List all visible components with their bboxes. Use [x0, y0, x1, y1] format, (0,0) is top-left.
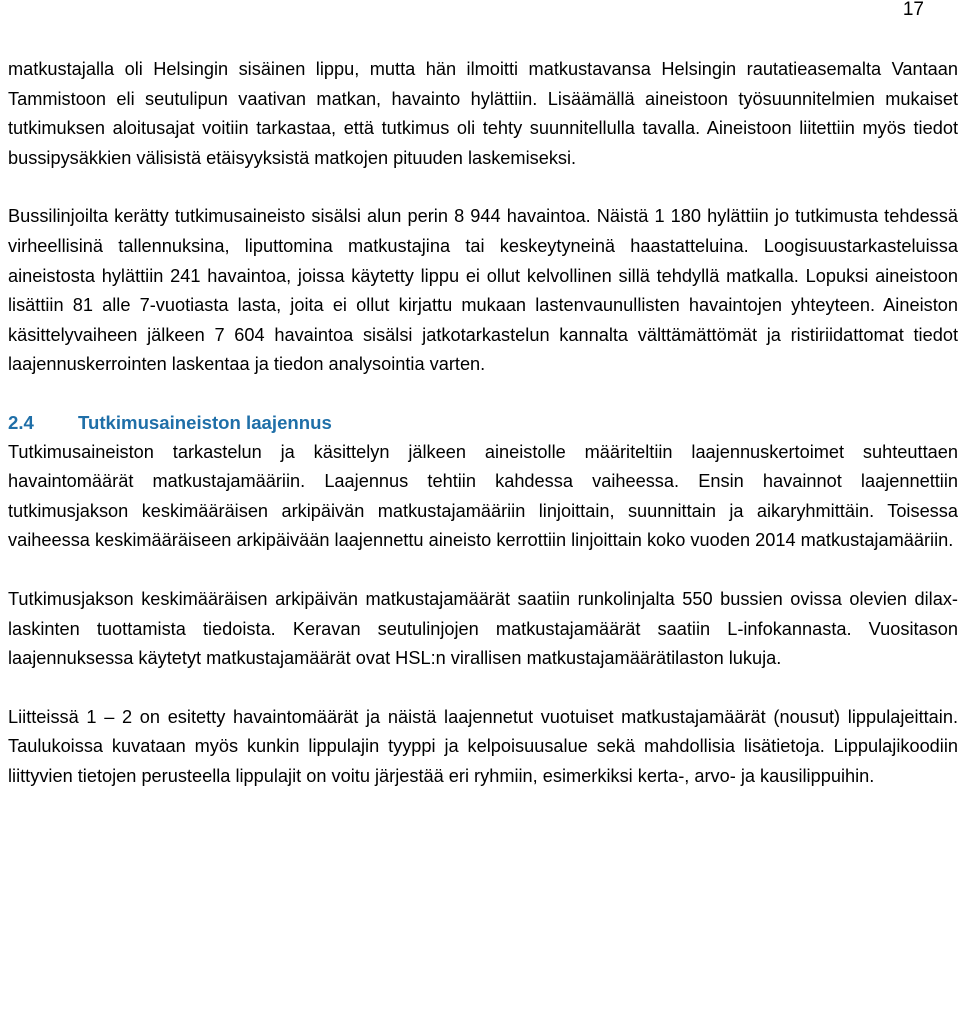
section-title: Tutkimusaineiston laajennus: [78, 411, 332, 433]
section-number: 2.4: [8, 411, 34, 433]
paragraph-expansion-method: Tutkimusaineiston tarkastelun ja käsittelyn jälkeen aineistolle määriteltiin laajennuskertoimet suhteuttaen havaintomäärät matkustajamääriin. Laajennus tehtiin kahdessa vaiheessa. Ensin havainnot laajennettiin tutkimusjakson keskimääräisen arkipäivän matkustajamääriin linjoittain, suunnittain ja aikaryhmittäin. Toisessa vaiheessa keskimääräiseen arkipäivään laajennettu aineisto kerrottiin linjoittain koko vuoden 2014 matkustajamääriin.: [8, 441, 958, 551]
paragraph-spacer: [8, 173, 958, 202]
paragraph-spacer: [8, 674, 958, 703]
paragraph-observation-counts: Bussilinjoilta kerätty tutkimusaineisto sisälsi alun perin 8 944 havaintoa. Näistä 1 180 hylättiin jo tutkimusta tehdessä virheellisinä tallennuksina, liputtomina matkustajina tai keskeytyneinä haastatteluina. Loogisuustarkasteluissa aineistosta hylättiin 241 havaintoa, joissa käytetty lippu ei ollut kelvollinen sillä tehdyllä matkalla. Lopuksi aineistoon lisättiin 81 alle 7-vuotiasta lasta, joita ei ollut kirjattu mukaan lastenvaunullisten havaintojen yhteyteen. Aineiston käsittelyvaiheen jälkeen 7 604 havaintoa sisälsi jatkotarkastelun kannalta välttämättömät ja ristiriidattomat tiedot laajennuskerrointen laskentaa ja tiedon analysointia varten.: [8, 206, 958, 375]
section-heading: [8, 408, 958, 438]
paragraph-spacer: [8, 380, 958, 408]
document-body: [8, 55, 958, 791]
page-number: 17: [902, 0, 924, 20]
paragraph-passenger-sources: Tutkimusjakson keskimääräisen arkipäivän matkustajamäärät saatiin runkolinjalta 550 bussien ovissa olevien dilax-laskinten tuottamista tiedoista. Keravan seutulinjojen matkustajamäärät saatiin L-infokannasta. Vuositason laajennuksessa käytetyt matkustajamäärät ovat HSL:n virallisen matkustajamäärätilaston lukuja.: [8, 588, 958, 669]
paragraph-appendices: Liitteissä 1 – 2 on esitetty havaintomäärät ja näistä laajennetut vuotuiset matkustajamäärät (nousut) lippulajeittain. Taulukoissa kuvataan myös kunkin lippulajin tyyppi ja kelpoisuusalue sekä mahdollisia lisätietoja. Lippulajikoodiin liittyvien tietojen perusteella lippulajit on voitu järjestää eri ryhmiin, esimerkiksi kerta-, arvo- ja kausilippuihin.: [8, 706, 958, 786]
paragraph-spacer: [8, 556, 958, 585]
paragraph-ticket-validation: matkustajalla oli Helsingin sisäinen lippu, mutta hän ilmoitti matkustavansa Helsingin rautatieasemalta Vantaan Tammistoon eli seutulipun vaativan matkan, havainto hylättiin. Lisäämällä aineistoon työsuunnitelmien mukaiset tutkimuksen aloitusajat voitiin tarkastaa, että tutkimus oli tehty suunnitellulla tavalla. Aineistoon liitettiin myös tiedot bussipysäkkien välisistä etäisyyksistä matkojen pituuden laskemiseksi.: [8, 59, 958, 168]
